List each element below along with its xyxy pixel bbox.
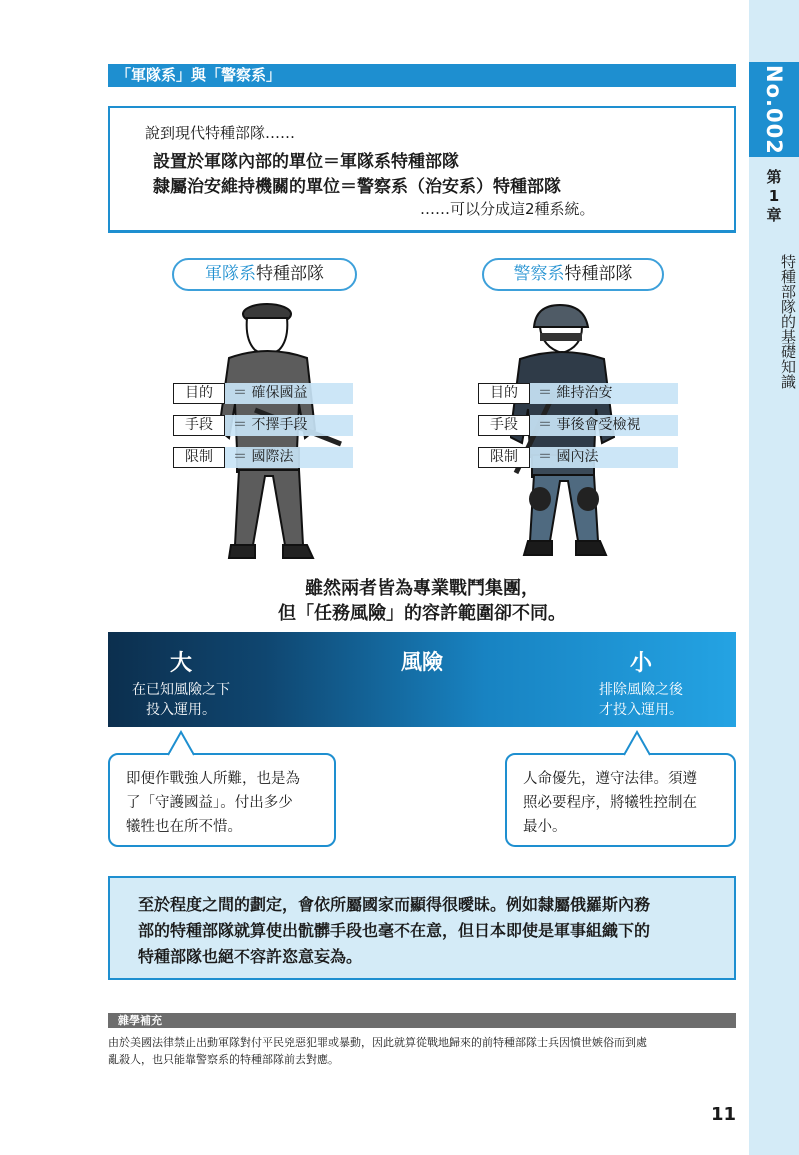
attribute-value: ＝ 國內法 bbox=[530, 447, 678, 468]
chapter-title: 特種部隊的基礎知識 bbox=[779, 253, 797, 389]
risk-high-label: 大 bbox=[169, 651, 192, 676]
police-callout bbox=[505, 753, 736, 847]
statement-line-2: 但「任務風險」的容許範圍卻不同。 bbox=[278, 603, 566, 624]
attribute-key: 手段 bbox=[173, 415, 225, 436]
trivia-line-2: 亂殺人，也只能靠警察系的特種部隊前去對應。 bbox=[108, 1053, 339, 1066]
police-title-accent: 警察系 bbox=[513, 264, 565, 284]
military-callout-line-3: 犧牲也在所不惜。 bbox=[126, 819, 242, 835]
risk-low-line-1: 排除風險之後 bbox=[599, 682, 683, 698]
intro-box-underline bbox=[108, 230, 736, 233]
note-box bbox=[108, 876, 736, 980]
police-title-rest: 特種部隊 bbox=[564, 264, 633, 284]
police-attributes bbox=[478, 383, 678, 468]
risk-low-label: 小 bbox=[629, 651, 652, 676]
attribute-key: 限制 bbox=[478, 447, 530, 468]
military-title-rest: 特種部隊 bbox=[256, 264, 324, 284]
risk-low-line-2: 才投入運用。 bbox=[599, 702, 683, 718]
chapter-label-suffix: 章 bbox=[766, 206, 782, 224]
police-row-limit bbox=[478, 447, 678, 468]
attribute-value: ＝ 維持治安 bbox=[530, 383, 678, 404]
military-callout-line-1: 即便作戰強人所難，也是為 bbox=[126, 771, 300, 787]
attribute-value: ＝ 事後會受檢視 bbox=[530, 415, 678, 436]
note-line-3: 特種部隊也絕不容許恣意妄為。 bbox=[138, 947, 363, 966]
police-callout-pointer bbox=[622, 730, 652, 756]
entry-number: No.002 bbox=[749, 62, 799, 157]
intro-line-3: 隸屬治安維持機關的單位＝警察系（治安系）特種部隊 bbox=[153, 177, 561, 197]
note-line-2: 部的特種部隊就算使出骯髒手段也毫不在意，但日本即使是軍事組織下的 bbox=[138, 921, 651, 940]
military-callout-pointer bbox=[166, 730, 196, 756]
attribute-key: 目的 bbox=[173, 383, 225, 404]
section-title: 「軍隊系」與「警察系」 bbox=[108, 64, 736, 87]
trivia-line-1: 由於美國法律禁止出動軍隊對付平民兇惡犯罪或暴動，因此就算從戰地歸來的前特種部隊士兵因憤世嫉俗而到處 bbox=[108, 1036, 647, 1049]
police-callout-line-1: 人命優先，遵守法律。須遵 bbox=[523, 771, 697, 787]
statement-line-1: 雖然兩者皆為專業戰鬥集團， bbox=[305, 578, 539, 599]
risk-label: 風險 bbox=[401, 650, 443, 674]
intro-line-4: ……可以分成這2種系統。 bbox=[420, 200, 595, 218]
chapter-label bbox=[749, 168, 799, 225]
attribute-key: 手段 bbox=[478, 415, 530, 436]
risk-high-line-2: 投入運用。 bbox=[146, 702, 216, 718]
attribute-value: ＝ 不擇手段 bbox=[225, 415, 353, 436]
police-callout-line-2: 照必要程序，將犧牲控制在 bbox=[523, 795, 697, 811]
risk-high-line-1: 在已知風險之下 bbox=[132, 682, 230, 698]
page-number: 11 bbox=[710, 1104, 736, 1125]
military-callout-line-2: 了「守護國益」。付出多少 bbox=[126, 795, 293, 811]
military-row-purpose bbox=[173, 383, 353, 404]
intro-line-2: 設置於軍隊內部的單位＝軍隊系特種部隊 bbox=[153, 152, 459, 172]
attribute-key: 目的 bbox=[478, 383, 530, 404]
police-title-pill bbox=[482, 258, 664, 291]
military-row-means bbox=[173, 415, 353, 436]
police-callout-line-3: 最小。 bbox=[523, 819, 567, 835]
chapter-label-number: 1 bbox=[768, 187, 780, 205]
note-line-1: 至於程度之間的劃定，會依所屬國家而顯得很曖昧。例如隸屬俄羅斯內務 bbox=[138, 895, 651, 914]
trivia-text bbox=[108, 1034, 736, 1068]
military-title-pill bbox=[172, 258, 357, 291]
attribute-key: 限制 bbox=[173, 447, 225, 468]
military-row-limit bbox=[173, 447, 353, 468]
attribute-value: ＝ 國際法 bbox=[225, 447, 353, 468]
intro-line-1: 說到現代特種部隊…… bbox=[145, 124, 296, 142]
military-attributes bbox=[173, 383, 353, 468]
police-row-purpose bbox=[478, 383, 678, 404]
military-callout bbox=[108, 753, 336, 847]
chapter-label-prefix: 第 bbox=[766, 168, 782, 186]
military-title-accent: 軍隊系 bbox=[205, 264, 256, 284]
trivia-label: 雜學補充 bbox=[108, 1013, 736, 1028]
police-row-means bbox=[478, 415, 678, 436]
attribute-value: ＝ 確保國益 bbox=[225, 383, 353, 404]
